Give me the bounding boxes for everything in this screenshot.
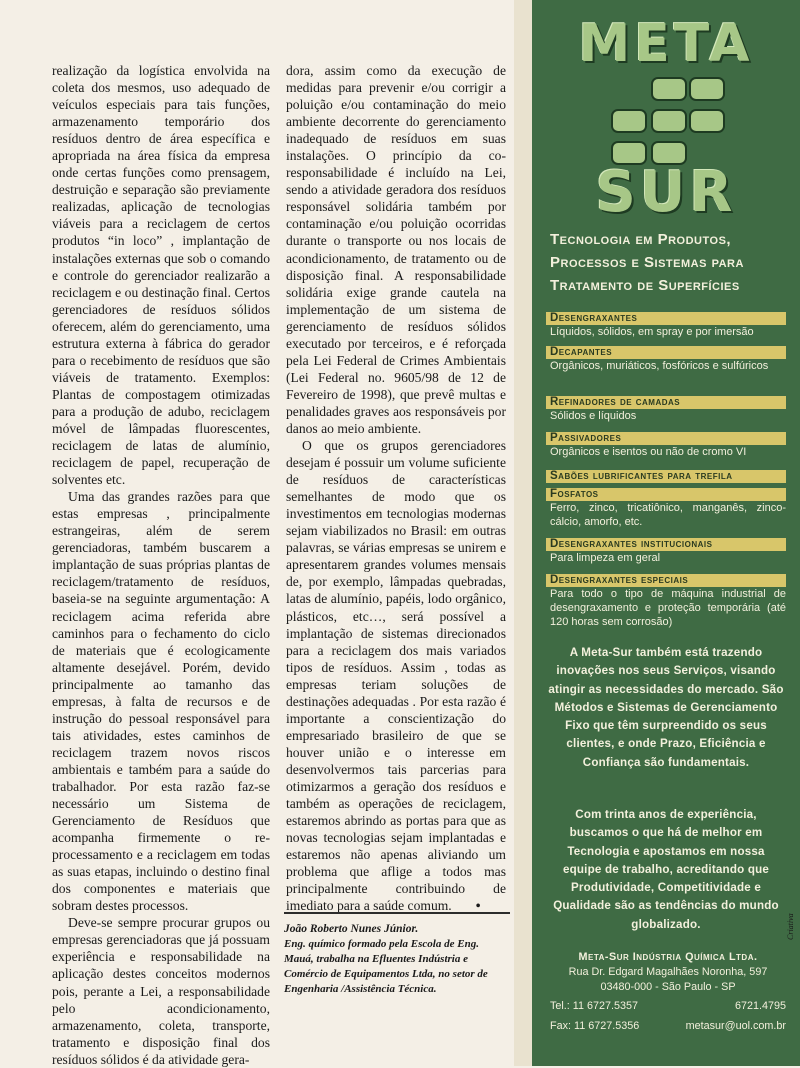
category-title: Decapantes: [546, 346, 786, 359]
paragraph: dora, assim como da execução de medidas para prevenir e/ou corrigir a poluição e/ou contaminação do meio ambiente decorrente do gerenciamento inadequado de resíduos em suas instalações. O princípio da co-responsabilidade é incluído na Lei, sendo a atividade geradora dos resíduos responsável solidária também por contaminação e/ou poluição ocorridas durante o transporte ou nos locais de acondicionamento, de tratamento ou de disposição final. A responsabilidade solidária exige grande cautela na implementação de um sistema de gerenciamento de resíduos sólidos executado por terceiros, e é reforçada pela Lei Federal de Crimes Ambientais (Lei Federal no. 9605/98 de 12 de Fevereiro de 1998), que prevê multas e penalidades graves aos responsáveis por danos ao meio ambiente.: [286, 63, 506, 436]
author-name: João Roberto Nunes Júnior.: [284, 923, 419, 935]
ad-tagline: Tecnologia em Produtos, Processos e Sistemas para Tratamento de Superfícies: [550, 231, 744, 294]
paragraph: realização da logística envolvida na coleta dos mesmos, uso adequado de veículos especiais para tais funções, armazenamento temporário dos resíduos dentro de área específica e apropriada na área física da empresa onde certas funções como prensagem, destruição e separação são previamente realizadas, aplicação de tecnologias viáveis para a reciclagem de certos produtos “in loco” , implantação de instalações externas que sob o comando e controle do gerenciador realizarão a reciclagem e ou destinação final. Certos gerenciadores de resíduos sólidos oferecem, além do gerenciamento, uma estrutura externa à fábrica do gerador para o recebimento de resíduos que são viáveis de tratamento. Exemplos: Plantas de compostagem otimizadas para a produção de adubo, reciclagem móvel de lâmpadas fluorescentes, reciclagem de latas de alumínio, reciclagem de papel, recuperação de solventes etc.: [52, 63, 270, 488]
logo-meta: META: [578, 14, 754, 74]
paragraph: Deve-se sempre procurar grupos ou empresas gerenciadoras que já possuam experiência e responsabilidade na aplicação destes conceitos modernos pois, perante a Lei, a responsabilidade pelo acondicionamento, armazenamento, coleta, transporte, tratamento e disposição final dos resíduos sólidos é da atividade gera-: [52, 915, 270, 1067]
paragraph: Uma das grandes razões para que estas empresas , principalmente estrangeiras, além de serem gerenciadoras, também buscarem a implantação de suas próprias plantas de reciclagem/tratamento de resíduos, baseia-se na seguinte argumentação: A reciclagem acima referida abre caminhos para o fechamento do ciclo de materiais que é ecologicamente altamente desejável. Porém, devido principalmente ao tamanho das empresas, à falta de recursos e de instrução do pessoal responsável para tais atividades, estes caminhos de reciclagem trazem novos riscos ambientais e também para a saúde do trabalhador. Por esta razão faz-se necessário um Sistema de Gerenciamento de Resíduos que acompanha firmemente o re-processamento e a reciclagem em todas as suas etapas, incluindo o destino final dos componentes e materiais que sobram destes processos.: [52, 489, 270, 914]
advertisement: [532, 0, 800, 1066]
category-item: [546, 538, 786, 565]
article-column-2: [286, 62, 506, 914]
fax: Fax: 11 6727.5356: [550, 1020, 640, 1032]
category-desc: Para todo o tipo de máquina industrial de desengraxamento e proteção temporária (até 120 horas sem corrosão): [550, 588, 786, 628]
category-item: [546, 432, 786, 459]
category-title: Sabões lubrificantes para trefila: [546, 470, 786, 483]
author-bio: Eng. químico formado pela Escola de Eng. Mauá, trabalha na Efluentes Indústria e Comércio de Equipamentos Ltda, no setor de Engenharia /Assistência Técnica.: [284, 938, 488, 995]
category-title: Desengraxantes especiais: [546, 574, 786, 587]
company-name: Meta-Sur Indústria Química Ltda.: [578, 951, 758, 963]
logo-cubes-icon: [582, 76, 752, 166]
category-item: [546, 574, 786, 629]
company-address-2: 03480-000 - São Paulo - SP: [600, 981, 736, 993]
company-address-1: Rua Dr. Edgard Magalhães Noronha, 597: [568, 966, 768, 978]
category-desc: Orgânicos, muriáticos, fosfóricos e sulfúricos: [550, 360, 769, 372]
email[interactable]: metasur@uol.com.br: [685, 1020, 786, 1032]
category-item: [546, 470, 786, 483]
ad-paragraph-experience: Com trinta anos de experiência, buscamos o que há de melhor em Tecnologia e apostamos em nossa equipe de trabalho, acreditando que Produtividade, Competitividade e Qualidade são as tendências do mundo globalizado.: [553, 808, 779, 931]
ad-paragraph-services: A Meta-Sur também está trazendo inovações nos seus Serviços, visando atingir as necessidades do mercado. São Métodos e Sistemas de Gerenciamento Fixo que têm surpreendido os seus clientes, e onde Prazo, Eficiência e Confiança são fundamentais.: [548, 646, 784, 769]
article-column-1: [52, 62, 270, 1068]
category-title: Refinadores de camadas: [546, 396, 786, 409]
category-item: [546, 488, 786, 529]
category-title: Fosfatos: [546, 488, 786, 501]
author-box: [284, 912, 510, 997]
category-title: Desengraxantes institucionais: [546, 538, 786, 551]
paragraph: [286, 437, 506, 914]
category-desc: Para limpeza em geral: [550, 552, 661, 564]
category-item: [546, 312, 786, 339]
category-title: Passivadores: [546, 432, 786, 445]
category-item: [546, 346, 786, 373]
category-desc: Líquidos, sólidos, em spray e por imersão: [550, 326, 754, 338]
category-desc: Ferro, zinco, tricatiônico, manganês, zinco-cálcio, amorfo, etc.: [550, 502, 786, 528]
category-item: [546, 396, 786, 423]
agency-credit: Criativa: [786, 913, 795, 940]
category-desc: Orgânicos e isentos ou não de cromo VI: [550, 446, 747, 458]
category-title: Desengraxantes: [546, 312, 786, 325]
ad-border-stripe: [514, 0, 532, 1066]
end-mark: •: [475, 898, 481, 914]
logo-sur: SUR: [595, 160, 737, 225]
phone-1: Tel.: 11 6727.5357: [550, 1000, 639, 1012]
phone-2: 6721.4795: [734, 1000, 786, 1012]
contact-info: [550, 996, 786, 1036]
paragraph-text: O que os grupos gerenciadores desejam é possuir um volume suficiente de resíduos de características semelhantes de modo que os investimentos em tecnologias modernas sejam viabilizados no Brasil: em outras palavras, se várias empresas se unirem e apresentarem grandes volumes mensais de, por exemplo, lâmpadas quebradas, latas de alumínio, papéis, lodo orgânico, plásticos, etc…, será possível a implantação de sistemas direcionados para a reciclagem dos mais variados tipos de resíduos. Assim , todas as empresas teriam soluções de destinações adequadas . Por esta razão é importante a conscientização do empresariado brasileiro de que se houver união e o interesse em desenvolvermos tais parcerias para otimizarmos a geração dos resíduos e também as operações de reciclagem, estaremos abrindo as portas para que as novas tecnologias sejam implantadas e estaremos não apenas aliviando um problema que aflige a todos mas principalmente contribuindo de imediato para a saúde comum.: [286, 438, 506, 914]
category-desc: Sólidos e líquidos: [550, 410, 637, 422]
company-info: [550, 950, 786, 995]
